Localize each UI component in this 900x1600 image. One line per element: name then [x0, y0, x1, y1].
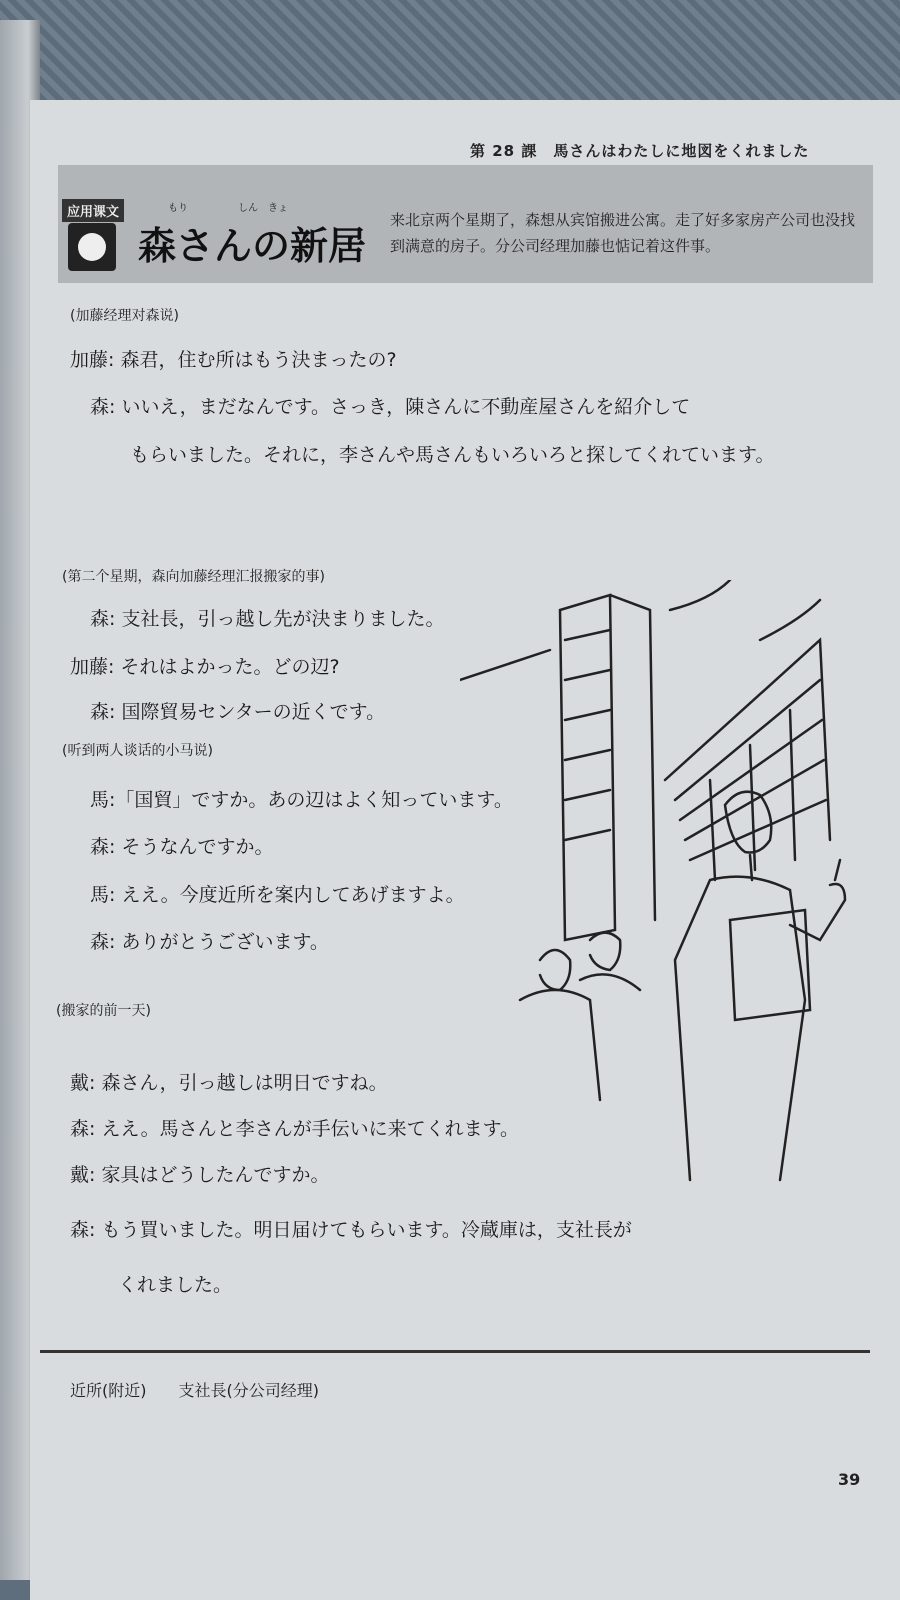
- title-band: [58, 165, 873, 283]
- glossary-notes: 近所(附近) 支社長(分公司经理): [70, 1381, 319, 1400]
- section-heading: (搬家的前一天): [56, 1003, 151, 1019]
- dialogue-line: 戴: 家具はどうしたんですか。: [70, 1164, 330, 1186]
- footer-rule: [40, 1350, 870, 1353]
- dialogue-line: もらいました。それに，李さんや馬さんもいろいろと探してくれています。: [130, 444, 775, 466]
- dialogue-line: 森: ええ。馬さんと李さんが手伝いに来てくれます。: [70, 1118, 520, 1140]
- dialogue-line: 森: 国際貿易センターの近くです。: [90, 701, 386, 723]
- intro-text: 来北京两个星期了，森想从宾馆搬进公寓。走了好多家房产公司也没找到满意的房子。分公司经理加藤也惦记着这件事。: [390, 211, 856, 255]
- dialogue-line: 森: もう買いました。明日届けてもらいます。冷蔵庫は，支社長が: [70, 1219, 632, 1241]
- lesson-header: 第 28 課 馬さんはわたしに地図をくれました: [470, 142, 810, 160]
- dialogue-line: 馬: ええ。今度近所を案内してあげますよ。: [90, 884, 465, 906]
- dialogue-line: 加藤: それはよかった。どの辺?: [70, 656, 340, 678]
- lesson-title: 森さんの新居: [138, 224, 367, 268]
- dialogue-line: 森: そうなんですか。: [90, 836, 274, 858]
- dialogue-line: 戴: 森さん，引っ越しは明日ですね。: [70, 1072, 388, 1094]
- section-tag: 应用课文: [62, 199, 124, 222]
- dialogue-line: 馬:「国貿」ですか。あの辺はよく知っています。: [90, 789, 513, 811]
- dialogue-line: 森: ありがとうございます。: [90, 931, 329, 953]
- dialogue-line: くれました。: [118, 1274, 233, 1296]
- title-ruby: もり しん きょ: [168, 203, 288, 214]
- page-number: 39: [838, 1470, 861, 1489]
- illustration-man-pointing: [460, 580, 860, 1200]
- title-box: [58, 165, 378, 283]
- dialogue-line: 森: 支社長，引っ越し先が決まりました。: [90, 608, 445, 630]
- dialogue-line: 森: いいえ，まだなんです。さっき，陳さんに不動産屋さんを紹介して: [90, 396, 691, 418]
- section-heading: (加藤经理对森说): [70, 308, 179, 324]
- section-heading: (第二个星期，森向加藤经理汇报搬家的事): [62, 569, 325, 585]
- dialogue-line: 加藤: 森君，住む所はもう決まったの?: [70, 349, 397, 371]
- chef-icon: [68, 223, 116, 271]
- section-heading: (听到两人谈话的小马说): [62, 743, 213, 759]
